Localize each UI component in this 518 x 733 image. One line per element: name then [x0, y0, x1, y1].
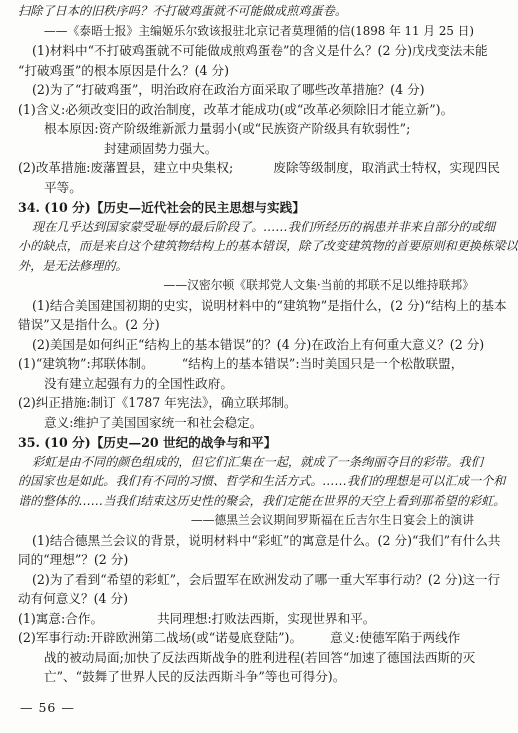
q33-answer-2-part-a: (2)改革措施:废藩置县，建立中央集权;	[18, 160, 234, 175]
q34-heading: 34. (10 分)【历史—近代社会的民主思想与实践】	[18, 200, 305, 215]
q34-answer-2-line-2: 意义:维护了美国国家统一和社会稳定。	[44, 414, 263, 430]
q35-heading: 35. (10 分)【历史—20 世纪的战争与和平】	[18, 435, 277, 450]
q33-question-1-line-1: (1)材料中“不打破鸡蛋就不可能做成煎鸡蛋卷”的含义是什么？(2 分)戊戌变法未能	[32, 43, 488, 58]
q35-quote-line-3: 谐的整体的……当我们结束这历史性的聚会，我们定能在世界的天空上看到那希望的彩虹。	[18, 493, 506, 508]
q35-quote-line-1: 彩虹是由不同的颜色组成的，但它们汇集在一起，就成了一条绚丽夺目的彩带。我们	[32, 454, 483, 469]
q33-question-1-line-2: “打破鸡蛋”的根本原因是什么？(4 分)	[18, 62, 230, 78]
q35-answer-2-line-1	[18, 628, 476, 648]
q34-answer-1-part-a: (1)“建筑物”:邦联体制。	[18, 356, 154, 371]
q33-quote-tail: 扫除了日本的旧秩序吗？不打破鸡蛋就不可能做成煎鸡蛋卷。	[18, 4, 348, 18]
q35-answer-2-part-a: (2)军事行动:开辟欧洲第二战场(或“诺曼底登陆”)。	[18, 630, 303, 645]
q33-question-2: (2)为了“打破鸡蛋”，明治政府在政治方面采取了哪些改革措施？(4 分)	[32, 82, 425, 97]
q35-answer-2-line-3: 亡”、“鼓舞了世界人民的反法西斯斗争”等也可得分)。	[44, 669, 346, 684]
q34-question-1-line-1: (1)结合美国建国初期的史实，说明材料中的“建筑物”是指什么，(2 分)“结构上的基本	[32, 297, 507, 313]
q34-question-1-line-2: 错误”又是指什么。(2 分)	[18, 317, 160, 332]
q33-answer-2-part-b: 废除等级制度，取消武士特权，实现四民	[273, 160, 500, 175]
q34-source: ——汉密尔顿《联邦党人文集·当前的邦联不足以维持联邦》	[163, 278, 474, 292]
q35-answer-1-line-1	[18, 609, 476, 629]
q33-answer-2-line-1	[18, 158, 500, 178]
q34-answer-1-part-b: “结构上的基本错误”:当时美国只是一个松散联盟，	[181, 356, 464, 371]
q33-answer-1-line-3: 封建顽固势力强大。	[104, 140, 218, 156]
q35-source: ——德黑兰会议期间罗斯福在丘吉尔生日宴会上的演讲	[190, 513, 474, 527]
q35-answer-2-part-b: 意义:使德军陷于两线作	[330, 630, 461, 645]
q35-question-2-line-1: (2)为了看到“希望的彩虹”，会后盟军在欧洲发动了哪一重大军事行动？(2 分)这一行	[32, 571, 501, 587]
q34-quote-line-2: 小的缺点，而是来自这个建筑物结构上的基本错误，除了改变建筑物的首要原则和更换栋梁以	[18, 239, 518, 253]
q35-answer-1-part-b: 共同理想:打败法西斯，实现世界和平。	[157, 610, 376, 626]
q35-question-2-line-2: 动有何意义？(4 分)	[18, 591, 128, 606]
q34-answer-1-line-1	[18, 354, 476, 374]
q35-question-1-line-1: (1)结合德黑兰会议的背景，说明材料中“彩虹”的寓意是什么。(2 分)“我们”有什么共	[32, 532, 501, 548]
q34-quote-line-1: 现在几乎达到国家蒙受耻辱的最后阶段了。……我们所经历的祸患并非来自部分的或细	[32, 219, 496, 234]
q33-answer-2-line-2: 平等。	[44, 179, 82, 195]
q35-quote-line-2: 的国家也是如此。我们有不同的习惯、哲学和生活方式。……我们的理想是可以汇成一个和	[18, 474, 506, 488]
q33-answer-1-line-2: 根本原因:资产阶级维新派力量弱小(或“民族资产阶级具有软弱性”;	[44, 121, 411, 136]
q34-quote-line-3: 外，是无法修理的。	[18, 258, 128, 273]
q35-question-1-line-2: 同的“理想”？(2 分)	[18, 552, 129, 567]
q34-question-2: (2)美国是如何纠正“结构上的基本错误”的？(4 分)在政治上有何重大意义？(2 分)	[32, 336, 485, 352]
q33-answer-1-line-1: (1)含义:必须改变旧的政治制度，改革才能成功(或“改革必须除旧才能立新”)。	[18, 101, 454, 117]
q35-answer-1-part-a: (1)寓意:合作。	[18, 610, 104, 626]
q34-answer-2-line-1: (2)纠正措施:制订《1787 年宪法》，确立联邦制。	[18, 395, 297, 410]
q34-answer-1-line-2: 没有建立起强有力的全国性政府。	[44, 375, 233, 391]
page-number: — 56 —	[20, 700, 75, 715]
q35-answer-2-line-2: 战的被动局面;加快了反法西斯战争的胜利进程(若回答“加速了德国法西斯的灭	[44, 649, 476, 665]
q33-source: ——《泰晤士报》主编姬乐尔致该报驻北京记者莫理循的信(1898 年 11 月 25 日)	[43, 23, 474, 38]
